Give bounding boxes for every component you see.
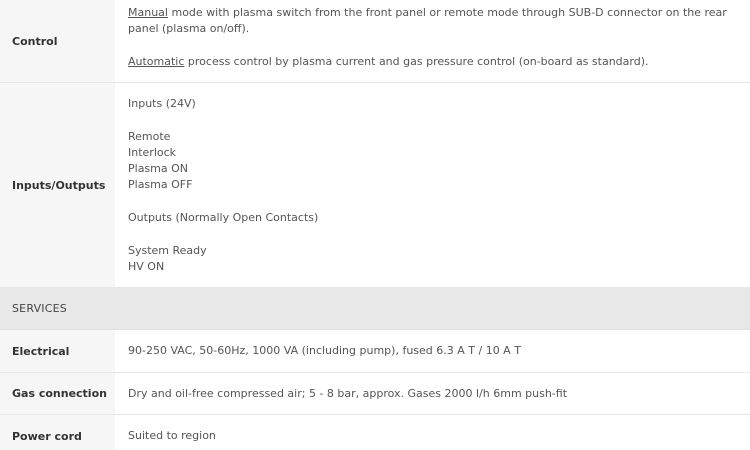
outputs-heading: Outputs (Normally Open Contacts) xyxy=(128,211,319,224)
input-item: Plasma OFF xyxy=(128,178,193,191)
spec-row-gas-connection xyxy=(0,373,750,415)
spacer xyxy=(128,112,736,129)
spec-row-power-cord xyxy=(0,415,750,450)
control-manual-text xyxy=(128,5,736,37)
spec-value: 90-250 VAC, 50-60Hz, 1000 VA (including pump), fused 6.3 A T / 10 A T xyxy=(128,344,521,357)
output-item: System Ready xyxy=(128,244,207,257)
spec-value xyxy=(115,0,750,82)
spec-value xyxy=(115,83,750,287)
spec-value: Dry and oil-free compressed air; 5 - 8 bar, approx. Gases 2000 l/h 6mm push-fit xyxy=(128,386,568,400)
inputs-heading: Inputs (24V) xyxy=(128,97,196,110)
control-automatic-text xyxy=(128,54,736,70)
spec-label: Electrical xyxy=(0,330,115,372)
spec-label: Gas connection xyxy=(0,373,115,414)
spec-value: Suited to region xyxy=(128,429,216,442)
spec-label: Control xyxy=(0,0,115,82)
spacer xyxy=(128,37,736,54)
spacer xyxy=(128,226,736,243)
spec-row-inputs-outputs xyxy=(0,83,750,288)
automatic-link[interactable]: Automatic xyxy=(128,55,185,68)
manual-description: mode with plasma switch from the front panel or remote mode through SUB-D connector on the rear panel (plasma on/off). xyxy=(128,6,727,35)
input-item: Interlock xyxy=(128,146,177,159)
output-item: HV ON xyxy=(128,260,165,273)
spec-label: Power cord xyxy=(0,415,115,450)
section-heading-services: SERVICES xyxy=(0,288,750,330)
spec-label: Inputs/Outputs xyxy=(0,83,115,287)
manual-link[interactable]: Manual xyxy=(128,6,168,19)
spec-row-control xyxy=(0,0,750,83)
spec-row-electrical xyxy=(0,330,750,373)
input-item: Plasma ON xyxy=(128,162,189,175)
automatic-description: process control by plasma current and gas pressure control (on-board as standard). xyxy=(184,55,649,68)
spacer xyxy=(128,193,736,210)
input-item: Remote xyxy=(128,130,171,143)
